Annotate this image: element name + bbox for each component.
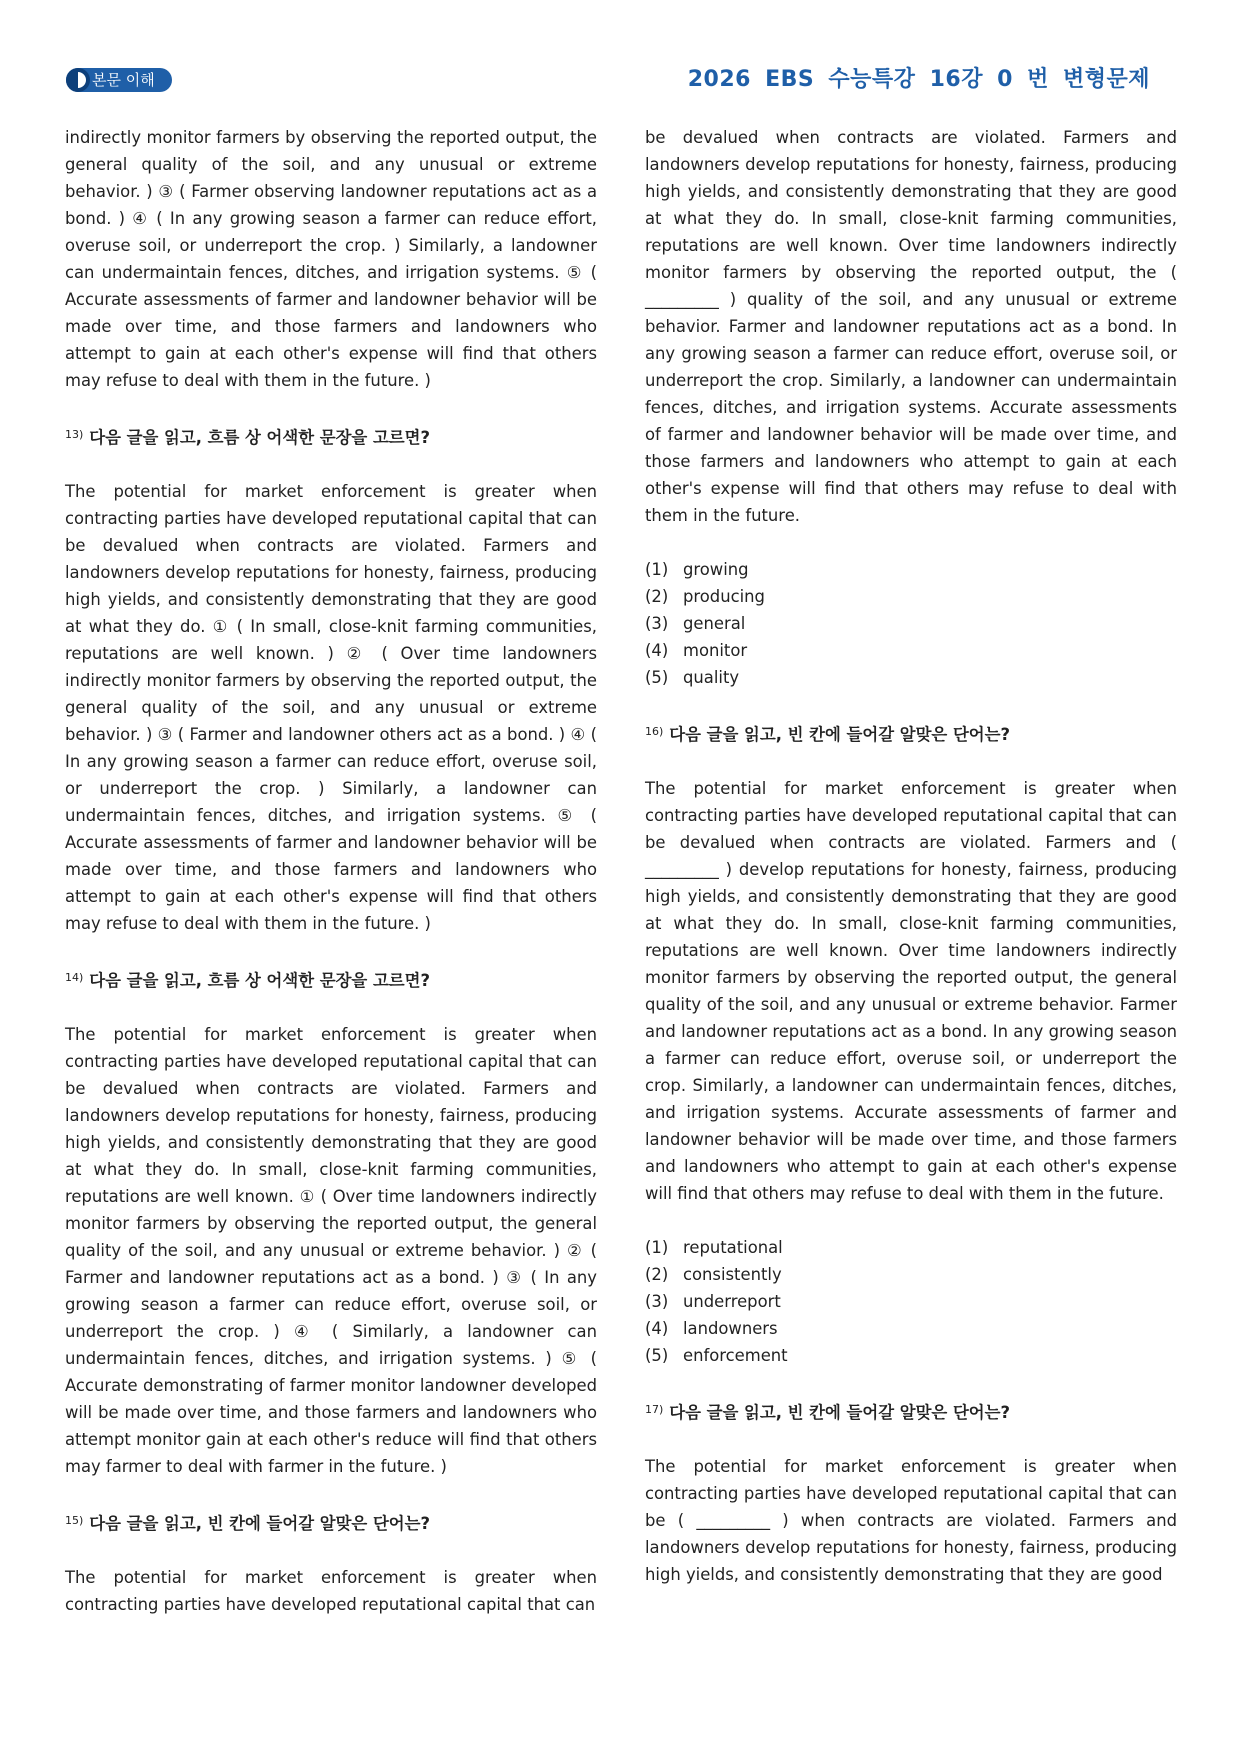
- question-prompt: 다음 글을 읽고, 흐름 상 어색한 문장을 고르면?: [89, 428, 430, 447]
- question-number: 15): [65, 1514, 84, 1527]
- question-15: [65, 1507, 597, 1537]
- option-word: reputational: [683, 1238, 783, 1257]
- option-number: (3): [645, 1292, 669, 1311]
- option-item[interactable]: [645, 637, 1177, 664]
- question-14: [65, 964, 597, 994]
- question-number: 16): [645, 725, 664, 738]
- option-number: (4): [645, 641, 669, 660]
- options-16: [645, 1234, 1177, 1369]
- passage-13: The potential for market enforcement is greater when contracting parties have developed reputational capital that can be devalued when contracts are violated. Farmers and landowners develop reputations for honesty, fairness, producing high yields, and consistently demonstrating that they are good at what they do. ① ( In small, close-knit farming communities, reputations are well known. ) ② ( Over time landowners indirectly monitor farmers by observing the reported output, the general quality of the soil, and any unusual or extreme behavior. ) ③ ( Farmer and landowner others act as a bond. ) ④ ( In any growing season a farmer can reduce effort, overuse soil, or underreport the crop. ) Similarly, a landowner can undermaintain fences, ditches, and irrigation systems. ⑤ ( Accurate assessments of farmer and landowner behavior will be made over time, and those farmers and landowners who attempt to gain at each other's expense will find that others may refuse to deal with them in the future. ): [65, 482, 597, 933]
- passage-15-continued: be devalued when contracts are violated. Farmers and landowners develop reputations for honesty, fairness, producing high yields, and consistently demonstrating that they are good at what they do. In small, close-knit farming communities, reputations are well known. Over time landowners indirectly monitor farmers by observing the reported output, the ( _________ ) quality of the soil, and any unusual or extreme behavior. Farmer and landowner reputations act as a bond. In any growing season a farmer can reduce effort, overuse soil, or underreport the crop. Similarly, a landowner can undermaintain fences, ditches, and irrigation systems. Accurate assessments of farmer and landowner behavior will be made over time, and those farmers and landowners who attempt to gain at each other's expense will find that others may refuse to deal with them in the future.: [645, 128, 1177, 525]
- option-word: producing: [683, 587, 765, 606]
- option-word: enforcement: [683, 1346, 788, 1365]
- option-word: landowners: [683, 1319, 778, 1338]
- options-15: [645, 556, 1177, 691]
- question-number: 17): [645, 1403, 664, 1416]
- option-item[interactable]: [645, 1261, 1177, 1288]
- option-number: (3): [645, 614, 669, 633]
- option-item[interactable]: [645, 1342, 1177, 1369]
- option-word: consistently: [683, 1265, 782, 1284]
- question-number: 14): [65, 971, 84, 984]
- passage-16: The potential for market enforcement is greater when contracting parties have developed reputational capital that can be devalued when contracts are violated. Farmers and ( _________ ) develop reputations for honesty, fairness, producing high yields, and consistently demonstrating that they are good at what they do. In small, close-knit farming communities, reputations are well known. Over time landowners indirectly monitor farmers by observing the reported output, the general quality of the soil, and any unusual or extreme behavior. Farmer and landowner reputations act as a bond. In any growing season a farmer can reduce effort, overuse soil, or underreport the crop. Similarly, a landowner can undermaintain fences, ditches, and irrigation systems. Accurate assessments of farmer and landowner behavior will be made over time, and those farmers and landowners who attempt to gain at each other's expense will find that others may refuse to deal with them in the future.: [645, 779, 1177, 1203]
- left-column: [65, 124, 597, 1618]
- option-item[interactable]: [645, 556, 1177, 583]
- option-item[interactable]: [645, 1315, 1177, 1342]
- option-item[interactable]: [645, 610, 1177, 637]
- option-word: general: [683, 614, 746, 633]
- option-word: monitor: [683, 641, 748, 660]
- page-title: 2026 EBS 수능특강 16강 0 번 변형문제: [687, 67, 1150, 92]
- half-circle-icon: [66, 68, 90, 92]
- question-prompt: 다음 글을 읽고, 빈 칸에 들어갈 알맞은 단어는?: [89, 1514, 430, 1533]
- option-number: (1): [645, 1238, 669, 1257]
- option-word: quality: [683, 668, 740, 687]
- question-16: [645, 718, 1177, 748]
- question-prompt: 다음 글을 읽고, 빈 칸에 들어갈 알맞은 단어는?: [669, 1403, 1010, 1422]
- question-prompt: 다음 글을 읽고, 빈 칸에 들어갈 알맞은 단어는?: [669, 725, 1010, 744]
- page-header: [0, 0, 1240, 100]
- option-item[interactable]: [645, 1288, 1177, 1315]
- option-number: (2): [645, 1265, 669, 1284]
- option-item[interactable]: [645, 664, 1177, 691]
- passage-continued: indirectly monitor farmers by observing the reported output, the general quality of the soil, and any unusual or extreme behavior. ) ③ ( Farmer observing landowner reputations act as a bond. ) ④ ( In any growing season a farmer can reduce effort, overuse soil, or underreport the crop. ) Similarly, a landowner can undermaintain fences, ditches, and irrigation systems. ⑤ ( Accurate assessments of farmer and landowner behavior will be made over time, and those farmers and landowners who attempt to gain at each other's expense will find that others may refuse to deal with them in the future. ): [65, 128, 597, 390]
- passage-14: The potential for market enforcement is greater when contracting parties have developed reputational capital that can be devalued when contracts are violated. Farmers and landowners develop reputations for honesty, fairness, producing high yields, and consistently demonstrating that they are good at what they do. In small, close-knit farming communities, reputations are well known. ① ( Over time landowners indirectly monitor farmers by observing the reported output, the general quality of the soil, and any unusual or extreme behavior. ) ② ( Farmer and landowner reputations act as a bond. ) ③ ( In any growing season a farmer can reduce effort, overuse soil, or underreport the crop. ) ④ ( Similarly, a landowner can undermaintain fences, ditches, and irrigation systems. ) ⑤ ( Accurate demonstrating of farmer monitor landowner developed will be made over time, and those farmers and landowners who attempt monitor gain at each other's reduce will find that others may farmer to deal with farmer in the future. ): [65, 1025, 597, 1476]
- question-prompt: 다음 글을 읽고, 흐름 상 어색한 문장을 고르면?: [89, 971, 430, 990]
- question-17: [645, 1396, 1177, 1426]
- option-number: (1): [645, 560, 669, 579]
- passage-17: The potential for market enforcement is greater when contracting parties have developed reputational capital that can be ( _________ ) when contracts are violated. Farmers and landowners develop reputations for honesty, fairness, producing high yields, and consistently demonstrating that they are good: [645, 1457, 1177, 1584]
- option-word: growing: [683, 560, 749, 579]
- option-number: (5): [645, 668, 669, 687]
- section-badge: [66, 68, 172, 92]
- question-number: 13): [65, 428, 84, 441]
- passage-15-start: The potential for market enforcement is greater when contracting parties have developed reputational capital that can: [65, 1568, 597, 1614]
- option-number: (4): [645, 1319, 669, 1338]
- question-13: [65, 421, 597, 451]
- option-item[interactable]: [645, 583, 1177, 610]
- option-word: underreport: [683, 1292, 781, 1311]
- section-badge-label: 본문 이해: [92, 71, 155, 89]
- right-column: [645, 124, 1177, 1588]
- option-item[interactable]: [645, 1234, 1177, 1261]
- option-number: (2): [645, 587, 669, 606]
- option-number: (5): [645, 1346, 669, 1365]
